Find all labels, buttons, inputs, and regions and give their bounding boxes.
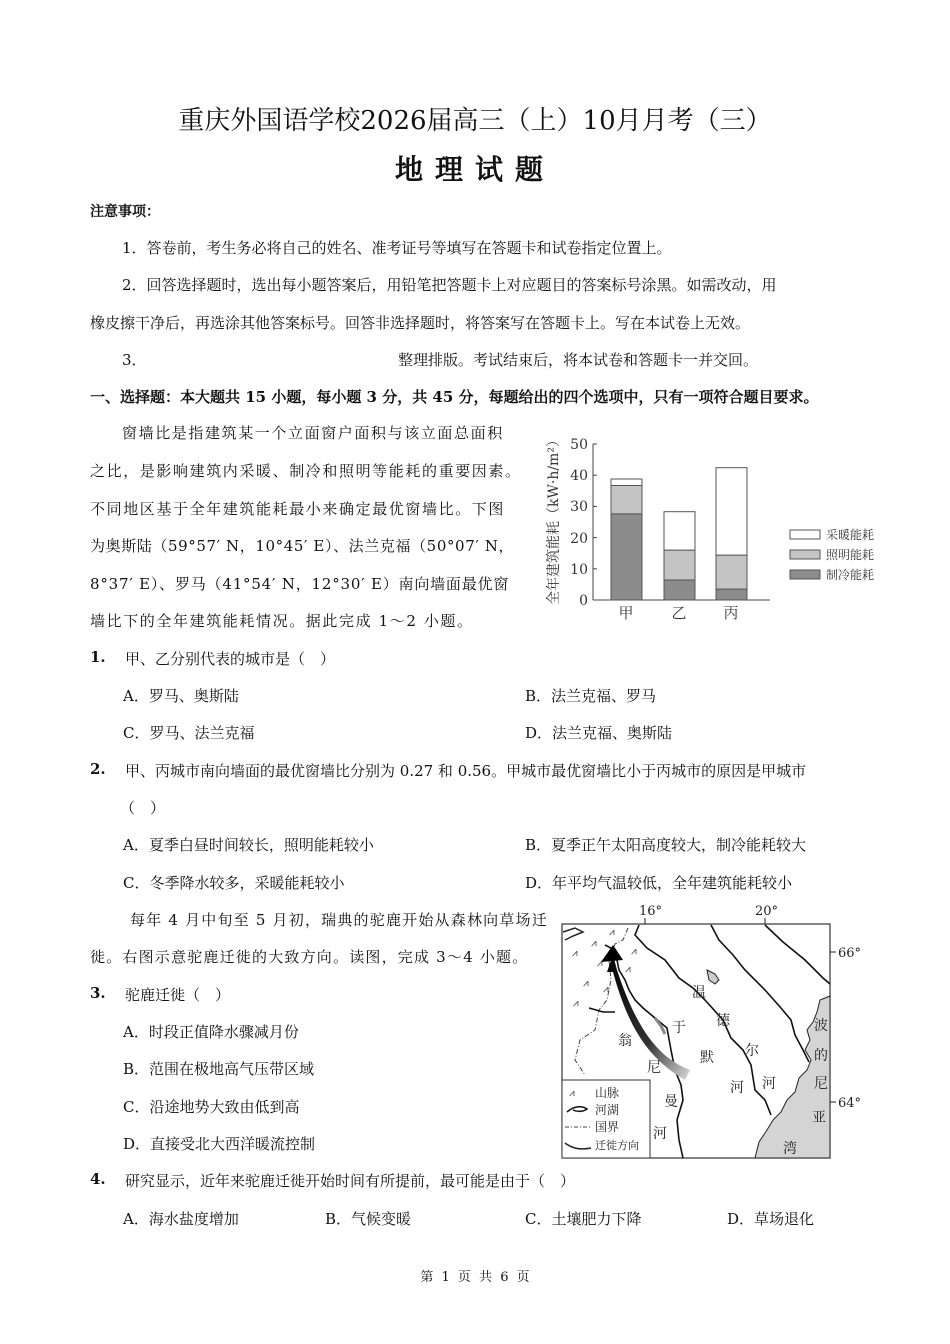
svg-text:乙: 乙 — [671, 604, 687, 622]
notice-item-3-num: 3． — [122, 351, 147, 369]
svg-text:⩘: ⩘ — [603, 984, 609, 995]
svg-text:迁徙方向: 迁徙方向 — [595, 1139, 639, 1152]
svg-text:河: 河 — [730, 1080, 744, 1096]
svg-text:丙: 丙 — [723, 604, 739, 622]
svg-text:波: 波 — [814, 1018, 828, 1034]
page-number: 第 1 页 共 6 页 — [420, 1270, 530, 1285]
svg-text:亚: 亚 — [812, 1110, 826, 1126]
svg-text:德: 德 — [716, 1013, 730, 1029]
option-c[interactable]: C．罗马、法兰克福 — [123, 724, 255, 742]
svg-text:⩘: ⩘ — [572, 948, 578, 959]
svg-text:温: 温 — [692, 985, 706, 1001]
svg-text:⩘: ⩘ — [625, 964, 631, 975]
notice-item-2: 2．回答选择题时，选出每小题答案后，用铅笔把答题卡上对应题目的答案标号涂黑。如需改动，用 — [122, 276, 777, 294]
svg-text:0: 0 — [579, 593, 588, 609]
lon-label-16: 16° — [639, 904, 663, 919]
passage-line: 徙。右图示意驼鹿迁徙的大致方向。读图，完成 3～4 小题。 — [90, 948, 529, 966]
svg-text:20: 20 — [570, 531, 588, 547]
question-number: 1. — [90, 648, 106, 666]
svg-text:⩘: ⩘ — [583, 978, 589, 989]
svg-text:⩘: ⩘ — [591, 938, 597, 949]
energy-consumption-chart — [540, 420, 890, 630]
question-stem: 研究显示，近年来驼鹿迁徙开始时间有所提前，最可能是由于（ ） — [125, 1172, 576, 1190]
svg-text:国界: 国界 — [595, 1120, 620, 1134]
svg-text:尼: 尼 — [647, 1060, 661, 1076]
question-number: 4. — [90, 1170, 106, 1188]
option-a[interactable]: A．海水盐度增加 — [123, 1210, 239, 1228]
option-c[interactable]: C．沿途地势大致由低到高 — [123, 1098, 300, 1116]
option-d[interactable]: D．年平均气温较低，全年建筑能耗较小 — [525, 874, 793, 892]
notice-item-3: 整理排版。考试结束后，将本试卷和答题卡一并交回。 — [398, 351, 759, 369]
passage-line: 不同地区基于全年建筑能耗最小来确定最优窗墙比。下图 — [90, 500, 506, 518]
svg-text:河: 河 — [762, 1076, 776, 1092]
section-heading: 一、选择题：本大题共 15 小题，每小题 3 分，共 45 分，每题给出的四个选项中，只有一项符合题目要求。 — [90, 388, 819, 406]
svg-text:照明能耗: 照明能耗 — [826, 548, 875, 562]
question-stem: 甲、乙分别代表的城市是（ ） — [125, 650, 336, 668]
passage-line: 为奥斯陆（59°57′ N，10°45′ E）、法兰克福（50°07′ N， — [90, 537, 515, 555]
x-tick-labels — [618, 604, 738, 622]
question-stem-bracket: （ ） — [120, 799, 166, 817]
svg-text:10: 10 — [570, 562, 588, 578]
svg-text:曼: 曼 — [664, 1094, 678, 1110]
svg-text:湾: 湾 — [783, 1141, 797, 1157]
option-c[interactable]: C．冬季降水较多，采暖能耗较小 — [123, 874, 345, 892]
passage-line: 之比，是影响建筑内采暖、制冷和照明等能耗的重要因素。 — [90, 462, 522, 480]
bar-bing — [716, 468, 747, 600]
passage-line: 8°37′ E）、罗马（41°54′ N，12°30′ E）南向墙面最优窗 — [90, 575, 510, 593]
chart-y-label: 全年建筑能耗（kW·h/m²） — [546, 433, 562, 605]
option-b[interactable]: B．夏季正午太阳高度较大，制冷能耗较大 — [525, 836, 807, 854]
svg-text:默: 默 — [700, 1050, 714, 1066]
notice-item-2-cont: 橡皮擦干净后，再选涂其他答案标号。回答非选择题时，将答案写在答题卡上。写在本试卷上无效。 — [90, 314, 751, 332]
option-c[interactable]: C．土壤肥力下降 — [525, 1210, 642, 1228]
question-number: 3. — [90, 984, 106, 1002]
notice-heading: 注意事项： — [90, 204, 160, 220]
svg-text:⩘: ⩘ — [631, 946, 637, 957]
svg-text:⩘: ⩘ — [597, 958, 603, 969]
passage-line: 墙比下的全年建筑能耗情况。据此完成 1～2 小题。 — [90, 612, 474, 630]
exam-subject: 地理试题 — [394, 153, 555, 186]
bar-yi — [664, 512, 695, 600]
svg-text:山脉: 山脉 — [595, 1086, 620, 1100]
option-d[interactable]: D．法兰克福、奥斯陆 — [525, 724, 673, 742]
question-stem: 甲、丙城市南向墙面的最优窗墙比分别为 0.27 和 0.56。甲城市最优窗墙比小于丙城市的原因是甲城市 — [125, 762, 807, 780]
option-b[interactable]: B．法兰克福、罗马 — [525, 687, 657, 705]
question-number: 2. — [90, 760, 106, 778]
bar-jia — [611, 479, 642, 600]
chart-legend — [790, 527, 874, 582]
svg-text:50: 50 — [570, 437, 588, 453]
svg-text:制冷能耗: 制冷能耗 — [826, 568, 875, 582]
svg-text:尔: 尔 — [745, 1043, 759, 1059]
svg-text:翁: 翁 — [618, 1033, 632, 1049]
svg-text:采暖能耗: 采暖能耗 — [826, 528, 875, 542]
svg-text:⩘: ⩘ — [573, 998, 579, 1009]
lon-label-20: 20° — [755, 904, 779, 919]
option-a[interactable]: A．夏季白昼时间较长，照明能耗较小 — [123, 836, 374, 854]
reindeer-migration-map — [555, 900, 875, 1165]
svg-text:河: 河 — [653, 1126, 667, 1142]
svg-text:⩘: ⩘ — [609, 927, 615, 938]
question-stem: 驼鹿迁徙（ ） — [125, 986, 231, 1004]
svg-text:40: 40 — [570, 468, 588, 484]
option-b[interactable]: B．范围在极地高气压带区域 — [123, 1060, 315, 1078]
svg-text:甲: 甲 — [618, 604, 634, 622]
option-a[interactable]: A．罗马、奥斯陆 — [123, 687, 239, 705]
passage-line: 窗墙比是指建筑某一个立面窗户面积与该立面总面积 — [122, 424, 504, 442]
svg-text:于: 于 — [672, 1020, 686, 1036]
svg-text:的: 的 — [814, 1048, 828, 1064]
option-d[interactable]: D．直接受北大西洋暖流控制 — [123, 1135, 316, 1153]
svg-text:尼: 尼 — [814, 1076, 828, 1092]
svg-text:30: 30 — [570, 499, 588, 515]
option-a[interactable]: A．时段正值降水骤减月份 — [123, 1023, 299, 1041]
exam-title: 重庆外国语学校2026届高三（上）10月月考（三） — [178, 106, 772, 136]
passage-line: 每年 4 月中旬至 5 月初，瑞典的驼鹿开始从森林向草场迁 — [130, 911, 548, 929]
svg-text:河湖: 河湖 — [595, 1103, 620, 1117]
lat-label-66: 66° — [838, 946, 862, 961]
mountain-icon: ⩘ — [569, 1088, 575, 1099]
lat-label-64: 64° — [838, 1096, 862, 1111]
option-b[interactable]: B．气候变暖 — [325, 1210, 412, 1228]
notice-item-1: 1．答卷前，考生务必将自己的姓名、准考证号等填写在答题卡和试卷指定位置上。 — [122, 239, 672, 257]
map-legend — [562, 1080, 650, 1158]
option-d[interactable]: D．草场退化 — [727, 1210, 815, 1228]
